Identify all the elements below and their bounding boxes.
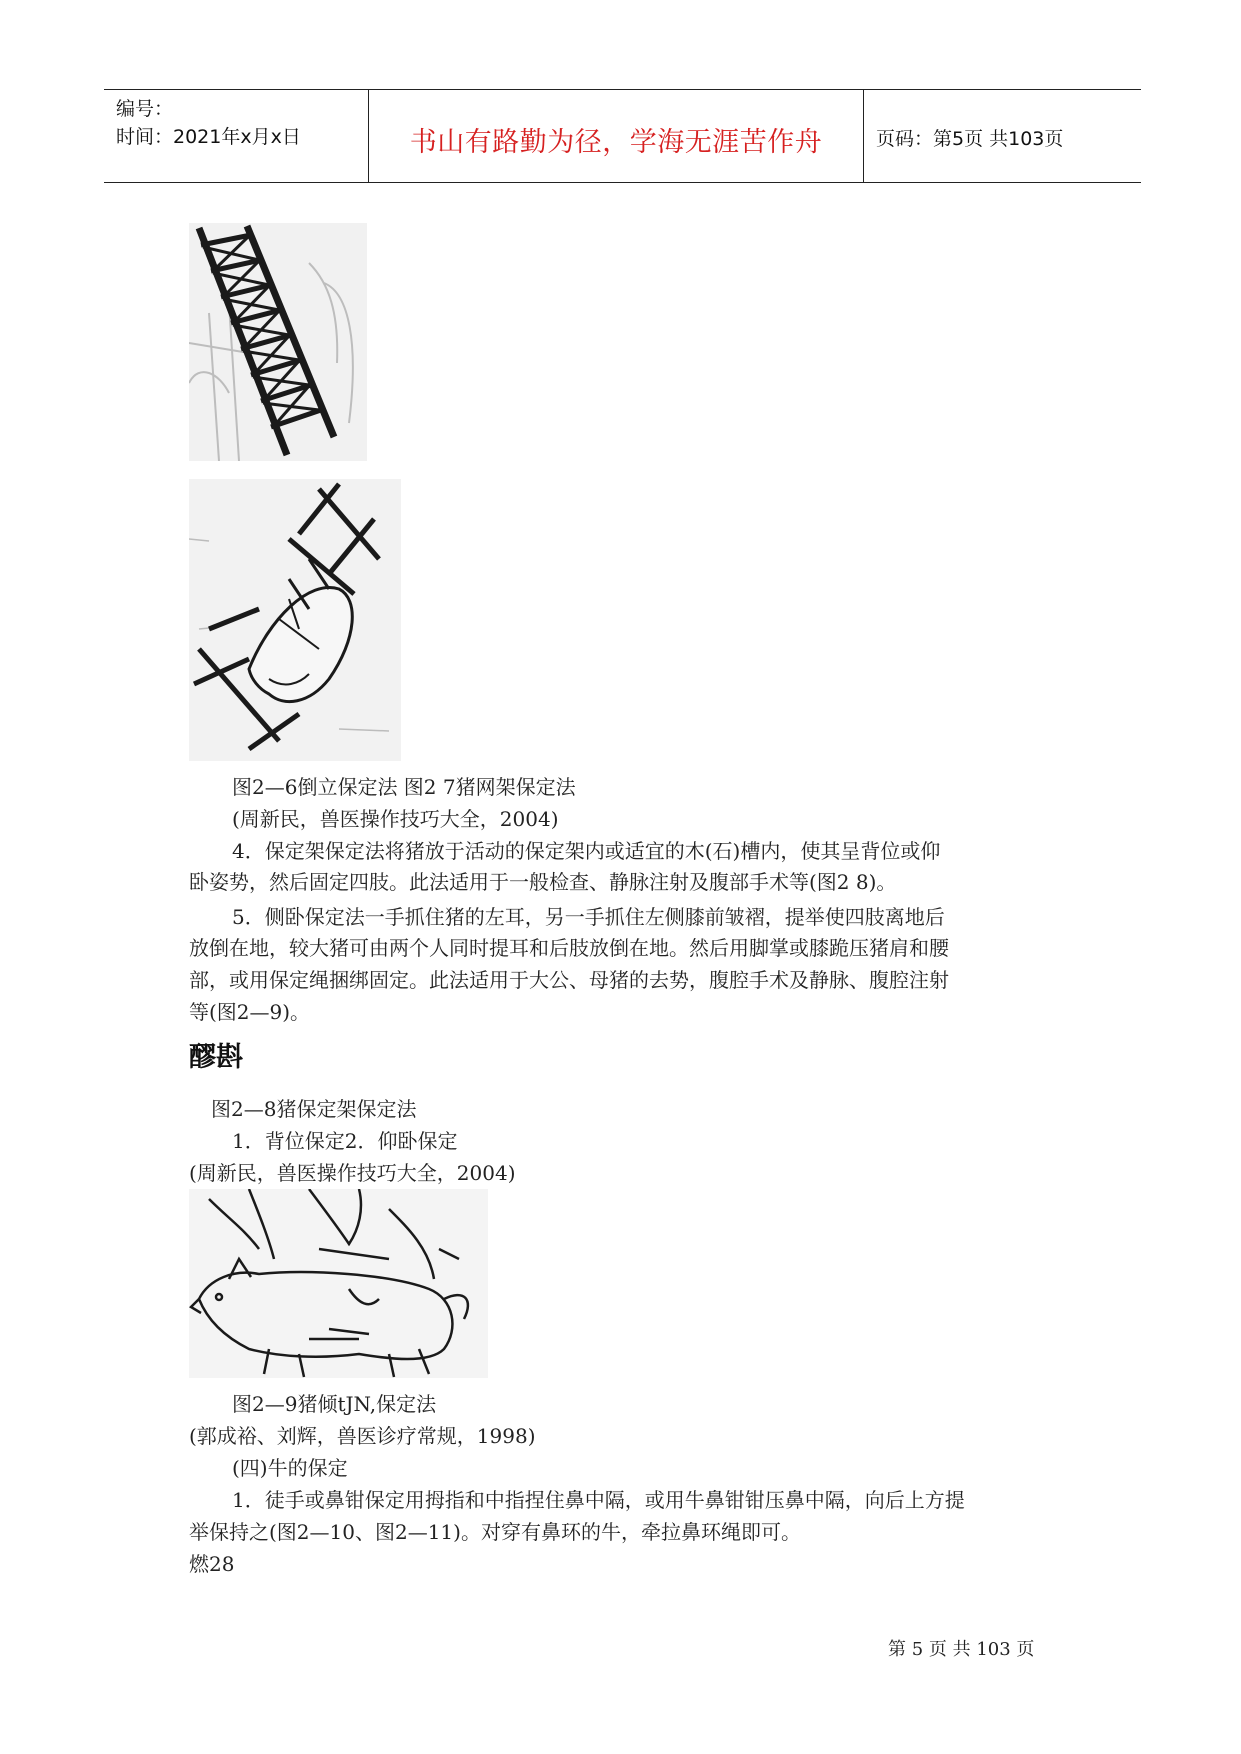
paragraph-line: 4．保定架保定法将猪放于活动的保定架内或适宜的木(石)槽内，使其呈背位或仰 bbox=[232, 839, 941, 863]
garbled-heading: 醪斟 bbox=[189, 1042, 243, 1073]
paragraph-line: 1．徒手或鼻钳保定用拇指和中指捏住鼻中隔，或用牛鼻钳钳压鼻中隔，向后上方提 bbox=[232, 1488, 965, 1512]
paragraph-line: 等(图2—9)。 bbox=[189, 1000, 311, 1024]
header-page-cell bbox=[864, 90, 1141, 182]
figure-caption-2-8-parts: 1．背位保定2．仰卧保定 bbox=[232, 1129, 458, 1153]
page-footer: 第 5 页 共 103 页 bbox=[888, 1639, 1035, 1660]
header-motto: 书山有路勤为径，学海无涯苦作舟 bbox=[409, 127, 823, 158]
paragraph-line: 5．侧卧保定法一手抓住猪的左耳，另一手抓住左侧膝前皱褶，提举使四肢离地后 bbox=[232, 905, 945, 929]
figure-pig-net-frame bbox=[189, 479, 401, 761]
paragraph-line: 部，或用保定绳捆绑固定。此法适用于大公、母猪的去势，腹腔手术及静脉、腹腔注射 bbox=[189, 968, 949, 992]
header-motto-cell bbox=[368, 90, 864, 182]
header-meta-cell bbox=[104, 90, 368, 182]
section-heading-cattle: (四)牛的保定 bbox=[232, 1456, 348, 1480]
serial-label: 编号： bbox=[116, 98, 174, 120]
figure-source: (周新民，兽医操作技巧大全，2004) bbox=[232, 807, 559, 831]
figure-ladder-restraint bbox=[189, 223, 367, 461]
figure-source: (郭成裕、刘辉，兽医诊疗常规，1998) bbox=[189, 1424, 536, 1448]
pig-frame-illustration bbox=[189, 479, 401, 761]
figure-caption-2-8: 图2—8猪保定架保定法 bbox=[211, 1097, 417, 1121]
ladder-illustration bbox=[189, 223, 367, 461]
figure-caption-2-9: 图2—9猪倾tJN,保定法 bbox=[232, 1392, 437, 1416]
paragraph-line: 卧姿势，然后固定四肢。此法适用于一般检查、静脉注射及腹部手术等(图2 8)。 bbox=[189, 870, 897, 894]
stray-text: 燃28 bbox=[189, 1552, 235, 1576]
header-page-info: 页码：第5页 共103页 bbox=[876, 128, 1064, 150]
page-header bbox=[104, 89, 1141, 183]
paragraph-line: 放倒在地，较大猪可由两个人同时提耳和后肢放倒在地。然后用脚掌或膝跪压猪肩和腰 bbox=[189, 936, 949, 960]
time-label: 时间：2021年x月x日 bbox=[116, 126, 301, 148]
pig-lateral-illustration bbox=[189, 1189, 488, 1378]
figure-pig-lateral-restraint bbox=[189, 1189, 488, 1378]
paragraph-line: 举保持之(图2—10、图2—11)。对穿有鼻环的牛，牵拉鼻环绳即可。 bbox=[189, 1520, 801, 1544]
figure-caption-2-6-2-7: 图2—6倒立保定法 图2 7猪网架保定法 bbox=[232, 775, 576, 799]
figure-source: (周新民，兽医操作技巧大全，2004) bbox=[189, 1161, 516, 1185]
